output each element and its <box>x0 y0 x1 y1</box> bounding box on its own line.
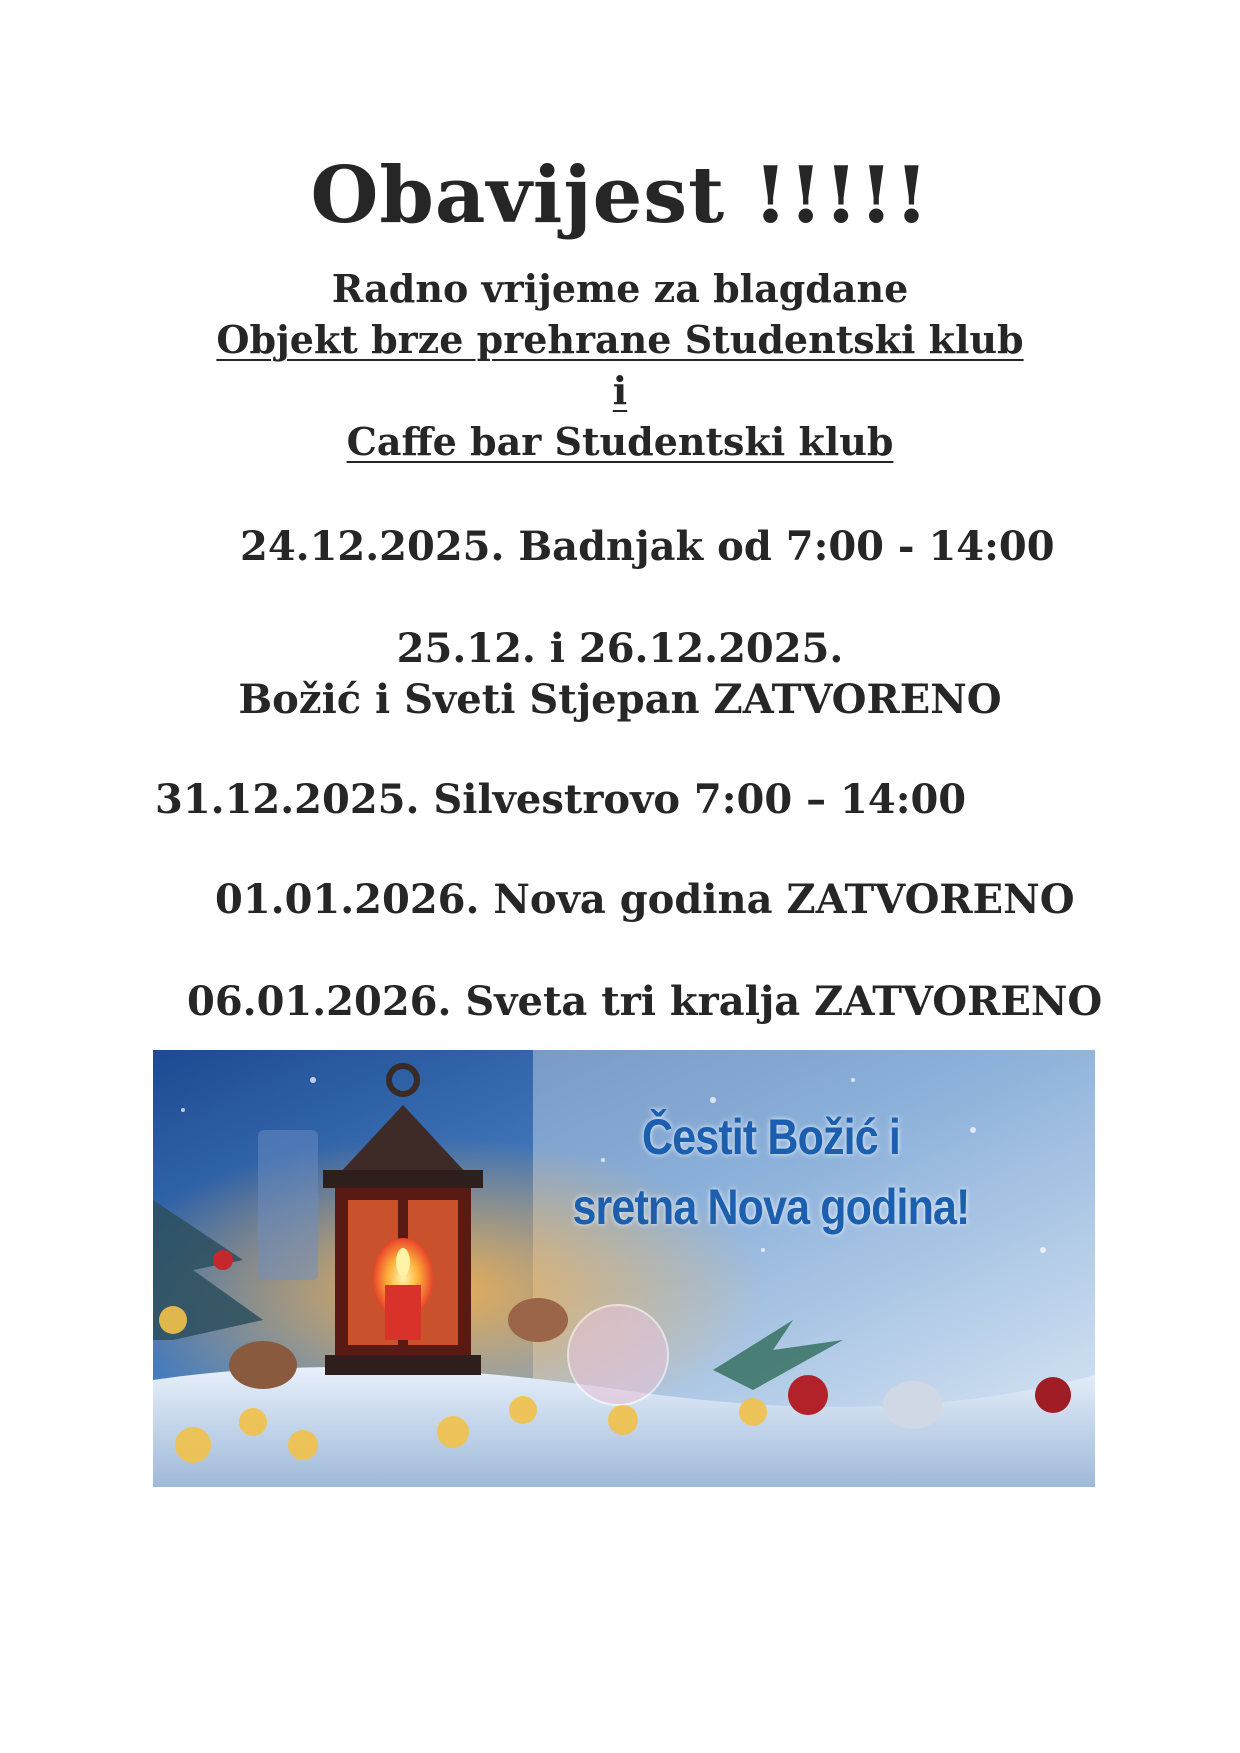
venue-caffe-bar: Caffe bar Studentski klub <box>346 419 894 464</box>
schedule-new-year: 01.01.2026. Nova godina ZATVORENO <box>215 876 1075 923</box>
schedule-epiphany: 06.01.2026. Sveta tri kralja ZATVORENO <box>187 978 1103 1025</box>
greeting-text <box>547 1102 994 1242</box>
greeting-line-1: Čestit Božić i <box>642 1109 900 1165</box>
christmas-banner <box>153 1050 1095 1487</box>
greeting-line-2: sretna Nova godina! <box>572 1179 970 1235</box>
schedule-christmas-status: Božić i Sveti Stjepan ZATVORENO <box>238 676 1002 723</box>
schedule-christmas-eve: 24.12.2025. Badnjak od 7:00 - 14:00 <box>240 523 1055 570</box>
subtitle: Radno vrijeme za blagdane <box>331 266 909 311</box>
schedule-christmas-dates: 25.12. i 26.12.2025. <box>396 625 844 672</box>
page-title: Obavijest !!!!! <box>310 150 930 241</box>
venue-conjunction: i <box>612 368 628 413</box>
schedule-new-years-eve: 31.12.2025. Silvestrovo 7:00 – 14:00 <box>155 776 967 823</box>
venue-fast-food: Objekt brze prehrane Studentski klub <box>216 317 1024 362</box>
